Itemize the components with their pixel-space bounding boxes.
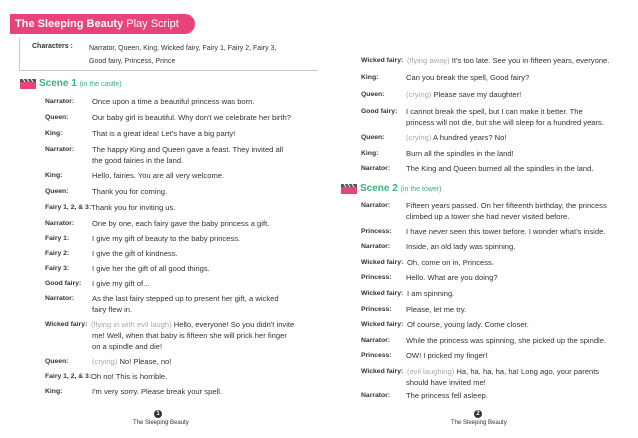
dialogue-text: [45, 371, 300, 382]
dialogue-text: [361, 335, 619, 346]
dialogue-text-line: The happy King and Queen gave a feast. They invited all: [92, 145, 284, 154]
dialogue-text: [361, 319, 619, 330]
stage-direction: (flying in with evil laugh): [91, 320, 172, 329]
dialogue-text-line: Thank you for coming.: [92, 187, 168, 196]
speaker-name: Queen:: [45, 114, 69, 121]
stage-direction: (crying): [92, 357, 118, 366]
page-number-badge: 1: [154, 410, 162, 418]
dialogue-text: [45, 144, 300, 166]
dialogue-text: [45, 278, 300, 289]
dialogue-text-line: fairy flew in.: [92, 305, 133, 314]
scene-2-title: [360, 183, 441, 194]
stage-direction: (flying away): [407, 56, 450, 65]
dialogue-text-line: Hello, everyone! So you didn't invite: [173, 320, 295, 329]
speaker-name: Wicked fairy:: [361, 368, 404, 375]
dialogue-text: [45, 218, 300, 229]
speaker-name: King:: [45, 388, 63, 395]
title-suffix: Play Script: [126, 18, 179, 30]
speaker-name: King:: [361, 74, 379, 81]
dialogue-text: [45, 202, 300, 213]
dialogue-text-line: Fifteen years passed. On her fifteenth birthday, the princess: [406, 201, 607, 210]
dialogue-text-line: on a spindle and die!: [92, 342, 163, 351]
speaker-name: Princess:: [361, 228, 392, 235]
dialogue-text-line: Burn all the spindles in the land!: [406, 149, 514, 158]
speaker-name: Queen:: [361, 91, 385, 98]
characters-list: [89, 42, 309, 68]
dialogue-text-line: Please, let me try.: [406, 305, 467, 314]
dialogue-text-line: Oh no! This is horrible.: [91, 372, 168, 381]
dialogue-text-line: Thank you for inviting us.: [91, 203, 176, 212]
speaker-name: Fairy 1, 2, & 3:: [45, 373, 92, 380]
speaker-name: Fairy 2:: [45, 250, 70, 257]
speaker-name: Narrator:: [361, 243, 391, 250]
dialogue-text-line: No! Please, no!: [119, 357, 172, 366]
scene-1-title: [39, 78, 122, 89]
speaker-name: Queen:: [45, 358, 69, 365]
right-page: [319, 0, 638, 438]
dialogue-text-line: I give the gift of kindness.: [92, 249, 178, 258]
dialogue-text-line: I give her the gift of all good things.: [92, 264, 210, 273]
dialogue-text: [361, 106, 619, 128]
dialogue-text: [361, 366, 619, 388]
stage-direction: (crying): [406, 133, 432, 142]
dialogue-text-line: I have never seen this tower before. I wonder what's inside.: [406, 227, 606, 236]
dialogue-text: [361, 132, 619, 143]
dialogue-text-line: Hello. What are you doing?: [406, 273, 498, 282]
dialogue-text: [361, 257, 619, 268]
dialogue-text-line: I give my gift of beauty to the baby princess.: [92, 234, 241, 243]
speaker-name: Queen:: [45, 188, 69, 195]
dialogue-text: [45, 293, 300, 315]
dialogue-text-line: I'm very sorry. Please break your spell.: [92, 387, 223, 396]
dialogue-text-line: As the last fairy stepped up to present her gift, a wicked: [92, 294, 279, 303]
clapperboard-icon: [20, 79, 36, 89]
page-footer: The Sleeping Beauty: [133, 420, 189, 426]
dialogue-text: [361, 304, 619, 315]
dialogue-text: [361, 241, 619, 252]
dialogue-text: [45, 233, 300, 244]
dialogue-text-line: I cannot break the spell, but I can make it better. The: [406, 107, 583, 116]
speaker-name: Narrator:: [45, 98, 75, 105]
page-footer: The Sleeping Beauty: [451, 420, 507, 426]
dialogue-text: [361, 288, 619, 299]
page-number-badge: 2: [474, 410, 482, 418]
dialogue-text: [361, 148, 619, 159]
dialogue-text: [361, 72, 619, 83]
dialogue-text-line: Ha, ha, ha, ha, ha! Long ago, your parents: [456, 367, 600, 376]
characters-line-2: Good fairy, Princess, Prince: [89, 58, 176, 65]
dialogue-text-line: climbed up a tower she had never visited before.: [406, 212, 570, 221]
dialogue-text-line: Oh, come on in, Princess.: [407, 258, 494, 267]
dialogue-text-line: Our baby girl is beautiful. Why don't we celebrate her birth?: [92, 113, 291, 122]
speaker-name: Narrator:: [361, 392, 391, 399]
scene-2-subtitle: (in the tower): [400, 186, 442, 193]
speaker-name: Wicked fairy:: [361, 321, 404, 328]
dialogue-text: [361, 163, 619, 174]
speaker-name: Princess:: [361, 274, 392, 281]
dialogue-text: [361, 272, 619, 283]
dialogue-text-line: princess will not die, but she will sleep for a hundred years.: [406, 118, 604, 127]
scene-1-subtitle: (in the castle): [79, 81, 122, 88]
stage-direction: (crying): [406, 90, 432, 99]
speaker-name: Wicked fairy:: [361, 259, 404, 266]
speaker-name: Fairy 1, 2, & 3:: [45, 204, 92, 211]
speaker-name: King:: [361, 150, 379, 157]
dialogue-text: [45, 263, 300, 274]
dialogue-text-line: The King and Queen burned all the spindles in the land.: [406, 164, 594, 173]
dialogue-text-line: the good fairies in the land.: [92, 156, 184, 165]
dialogue-text-line: should have invited me!: [406, 378, 486, 387]
dialogue-text: [361, 226, 619, 237]
dialogue-text: [361, 350, 619, 361]
dialogue-text-line: One by one, each fairy gave the baby princess a gift.: [92, 219, 270, 228]
dialogue-text: [45, 319, 300, 352]
speaker-name: Fairy 3:: [45, 265, 70, 272]
stage-direction: (evil laughing): [407, 367, 455, 376]
dialogue-text: [361, 390, 619, 401]
dialogue-text: [45, 96, 300, 107]
page-title: [15, 16, 179, 32]
dialogue-text-line: Inside, an old lady was spinning.: [406, 242, 516, 251]
dialogue-text-line: me! Well, when that baby is fifteen she will prick her finger: [92, 331, 287, 340]
speaker-name: King:: [45, 172, 63, 179]
speaker-name: Good fairy:: [45, 280, 82, 287]
dialogue-text: [45, 248, 300, 259]
speaker-name: Narrator:: [45, 220, 75, 227]
dialogue-text-line: That is a great idea! Let's have a big party!: [92, 129, 236, 138]
dialogue-text-line: Hello, fairies. You are all very welcome.: [92, 171, 225, 180]
dialogue-text-line: Once upon a time a beautiful princess was born.: [92, 97, 255, 106]
speaker-name: Queen:: [361, 134, 385, 141]
speaker-name: Fairy 1:: [45, 235, 70, 242]
scene-1-label: Scene 1: [39, 78, 77, 89]
dialogue-text: [45, 112, 300, 123]
speaker-name: Wicked fairy:: [361, 290, 404, 297]
dialogue-text-line: Can you break the spell, Good fairy?: [406, 73, 530, 82]
dialogue-text: [45, 356, 300, 367]
dialogue-text: [45, 386, 300, 397]
speaker-name: Narrator:: [45, 295, 75, 302]
dialogue-text: [361, 89, 619, 100]
title-main: The Sleeping Beauty: [15, 18, 124, 30]
speaker-name: Narrator:: [361, 202, 391, 209]
dialogue-text-line: It's too late. See you in fifteen years, everyone.: [451, 56, 610, 65]
dialogue-text: [361, 55, 619, 66]
dialogue-text-line: I am spinning.: [407, 289, 455, 298]
clapperboard-icon: [341, 184, 357, 194]
speaker-name: Narrator:: [361, 165, 391, 172]
dialogue-text: [45, 128, 300, 139]
dialogue-text: [361, 200, 619, 222]
dialogue-text-line: OW! I pricked my finger!: [406, 351, 488, 360]
dialogue-text-line: I give my gift of...: [92, 279, 150, 288]
dialogue-text-line: While the princess was spinning, she picked up the spindle.: [406, 336, 607, 345]
dialogue-text: [45, 186, 300, 197]
dialogue-text-line: Of course, young lady. Come closer.: [407, 320, 529, 329]
speaker-name: Princess:: [361, 352, 392, 359]
speaker-name: Wicked fairy:: [45, 321, 88, 328]
dialogue-text-line: The princess fell asleep.: [406, 391, 488, 400]
scene-2-label: Scene 2: [360, 183, 398, 194]
dialogue-text-line: Please save my daughter!: [433, 90, 522, 99]
speaker-name: Narrator:: [361, 337, 391, 344]
dialogue-text: [45, 170, 300, 181]
characters-line-1: Narrator, Queen, King, Wicked fairy, Fairy 1, Fairy 2, Fairy 3,: [89, 45, 277, 52]
speaker-name: Princess:: [361, 306, 392, 313]
speaker-name: Good fairy:: [361, 108, 398, 115]
speaker-name: Wicked fairy:: [361, 57, 404, 64]
characters-label: Characters :: [32, 43, 73, 50]
speaker-name: Narrator:: [45, 146, 75, 153]
dialogue-text-line: A hundred years? No!: [433, 133, 507, 142]
speaker-name: King:: [45, 130, 63, 137]
